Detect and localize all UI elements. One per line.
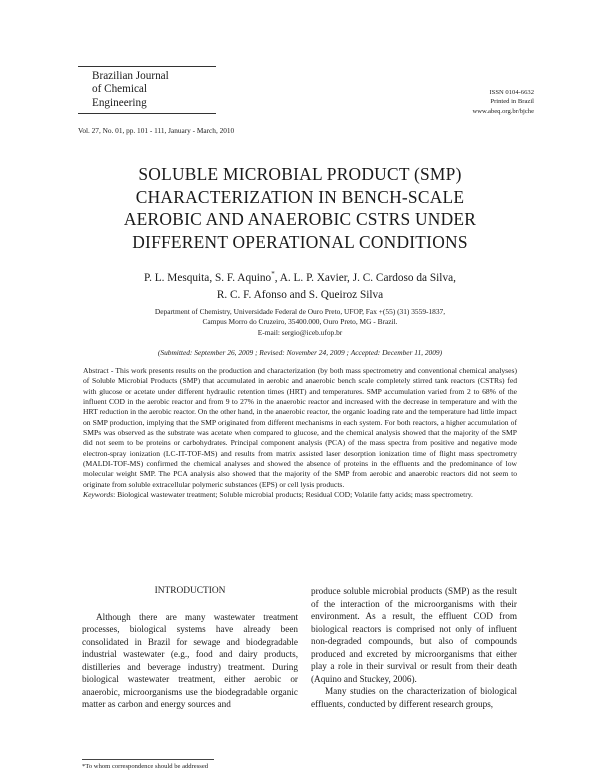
title-line-2: CHARACTERIZATION IN BENCH-SCALE <box>135 186 465 207</box>
affiliation <box>90 307 510 338</box>
abstract <box>83 366 517 500</box>
affiliation-line-1: Department of Chemistry, Universidade Federal de Ouro Preto, UFOP, Fax +(55) (31) 3559-1837, <box>154 307 446 316</box>
keywords-text: : Biological wastewater treatment; Soluble microbial products; Residual COD; Volatile fatty acids; mass spectrometry. <box>113 490 473 500</box>
title-line-4: DIFFERENT OPERATIONAL CONDITIONS <box>132 231 468 252</box>
affiliation-email[interactable]: E-mail: sergio@iceb.ufop.br <box>257 327 343 337</box>
intro-paragraph-1-continued: produce soluble microbial products (SMP) as the result of the interaction of the microorganisms with their environment. As a result, the effluent COD from biological reactors is comprised not only of influent non-degraded compounds, but also of compounds produced and excreted by microorganisms that either play a role in their survival or result from their death (Aquino and Stuckey, 2006). <box>311 586 517 684</box>
intro-paragraph-1: Although there are many wastewater treatment processes, biological systems have already been consolidated in Brazil for sewage and biodegradable industrial wastewater (e.g., food and dairy products, distilleries and beverage industry) treatment. During biological wastewater treatment, either aerobic or anaerobic, microorganisms use the biodegradable organic matter as carbon and energy sources and <box>82 611 298 709</box>
body-column-right <box>311 585 517 710</box>
printed-in: Printed in Brazil <box>490 98 534 106</box>
body-column-left <box>82 585 298 711</box>
abstract-label: Abstract <box>83 366 109 375</box>
footnote-rule <box>82 759 214 760</box>
journal-name-line-1: Brazilian Journal <box>92 70 169 82</box>
submission-dates: (Submitted: September 26, 2009 ; Revised: November 24, 2009 ; Accepted: December 11, 2009) <box>157 348 443 357</box>
journal-url[interactable]: www.abeq.org.br/bjche <box>472 107 534 115</box>
journal-name-block <box>78 66 216 114</box>
authors-line-1 <box>70 266 530 287</box>
authors-line-1-b: , A. L. P. Xavier, J. C. Cardoso da Silva, <box>274 271 456 284</box>
authors <box>70 266 530 304</box>
issn: ISSN 0104-6632 <box>489 89 534 96</box>
corresponding-mark: * <box>271 270 275 278</box>
volume-line: Vol. 27, No. 01, pp. 101 - 111, January - March, 2010 <box>78 126 235 135</box>
paper-title <box>70 163 530 253</box>
authors-line-2: R. C. F. Afonso and S. Queiroz Silva <box>216 288 384 301</box>
abstract-text: - This work presents results on the production and characterization (by both mass spectrometry and conventional chemical analyses) of Soluble Microbial Products (SMP) that accumulated in aerobic and anaerobic bench scale completely stirred tank reactors (CSTRs) fed with glucose or acetate under different hydraulic retention times (HRT) and temperatures. SMP accumulation varied from 2 to 68% of the influent COD in the aerobic reactor and from 9 to 27% in the anaerobic reactor and increased with the decrease in temperature and with the HRT reduction in the aerobic reactor. On the other hand, in the anaerobic reactor, the organic loading rate and the temperature had little impact on SMP production, implying that the SMP originated from different mechanisms in each system. For both reactors, a higher accumulation of SMPs was observed as the substrate was acetate when compared to glucose, and the chemical analysis showed that the majority of the SMP did not seem to be proteins or carbohydrates. Principal component analysis (PCA) of the mass spectra from positive and negative mode electron-spray ionization (LC-IT-TOF-MS) and results from matrix assisted laser desorption ionization time of flight mass spectrometry (MALDI-TOF-MS) confirmed the chemical analyses and showed the absence of proteins in the effluents and the predominance of low molecular weight SMP. The PCA analysis also showed that the majority of the SMP from aerobic and anaerobic reactors did not seem to originate from soluble extracellular polymeric substances (EPS) or cell lysis products. <box>83 366 517 489</box>
journal-name-line-3: Engineering <box>92 96 147 109</box>
footnote: *To whom correspondence should be addressed <box>82 763 209 770</box>
issn-block <box>472 88 534 116</box>
keywords-label: Keywords <box>83 490 114 500</box>
intro-paragraph-2: Many studies on the characterization of biological effluents, conducted by different research groups, <box>311 686 517 709</box>
authors-line-1-a: P. L. Mesquita, S. F. Aquino <box>144 271 272 284</box>
title-line-3: AEROBIC AND ANAEROBIC CSTRS UNDER <box>123 209 477 229</box>
affiliation-line-2: Campus Morro do Cruzeiro, 35400.000, Ouro Preto, MG - Brazil. <box>202 317 398 327</box>
journal-name-line-2: of Chemical <box>92 83 147 96</box>
journal-bottom-rule <box>78 113 216 114</box>
title-line-1: SOLUBLE MICROBIAL PRODUCT (SMP) <box>138 164 462 184</box>
section-heading-introduction: INTRODUCTION <box>154 586 226 596</box>
